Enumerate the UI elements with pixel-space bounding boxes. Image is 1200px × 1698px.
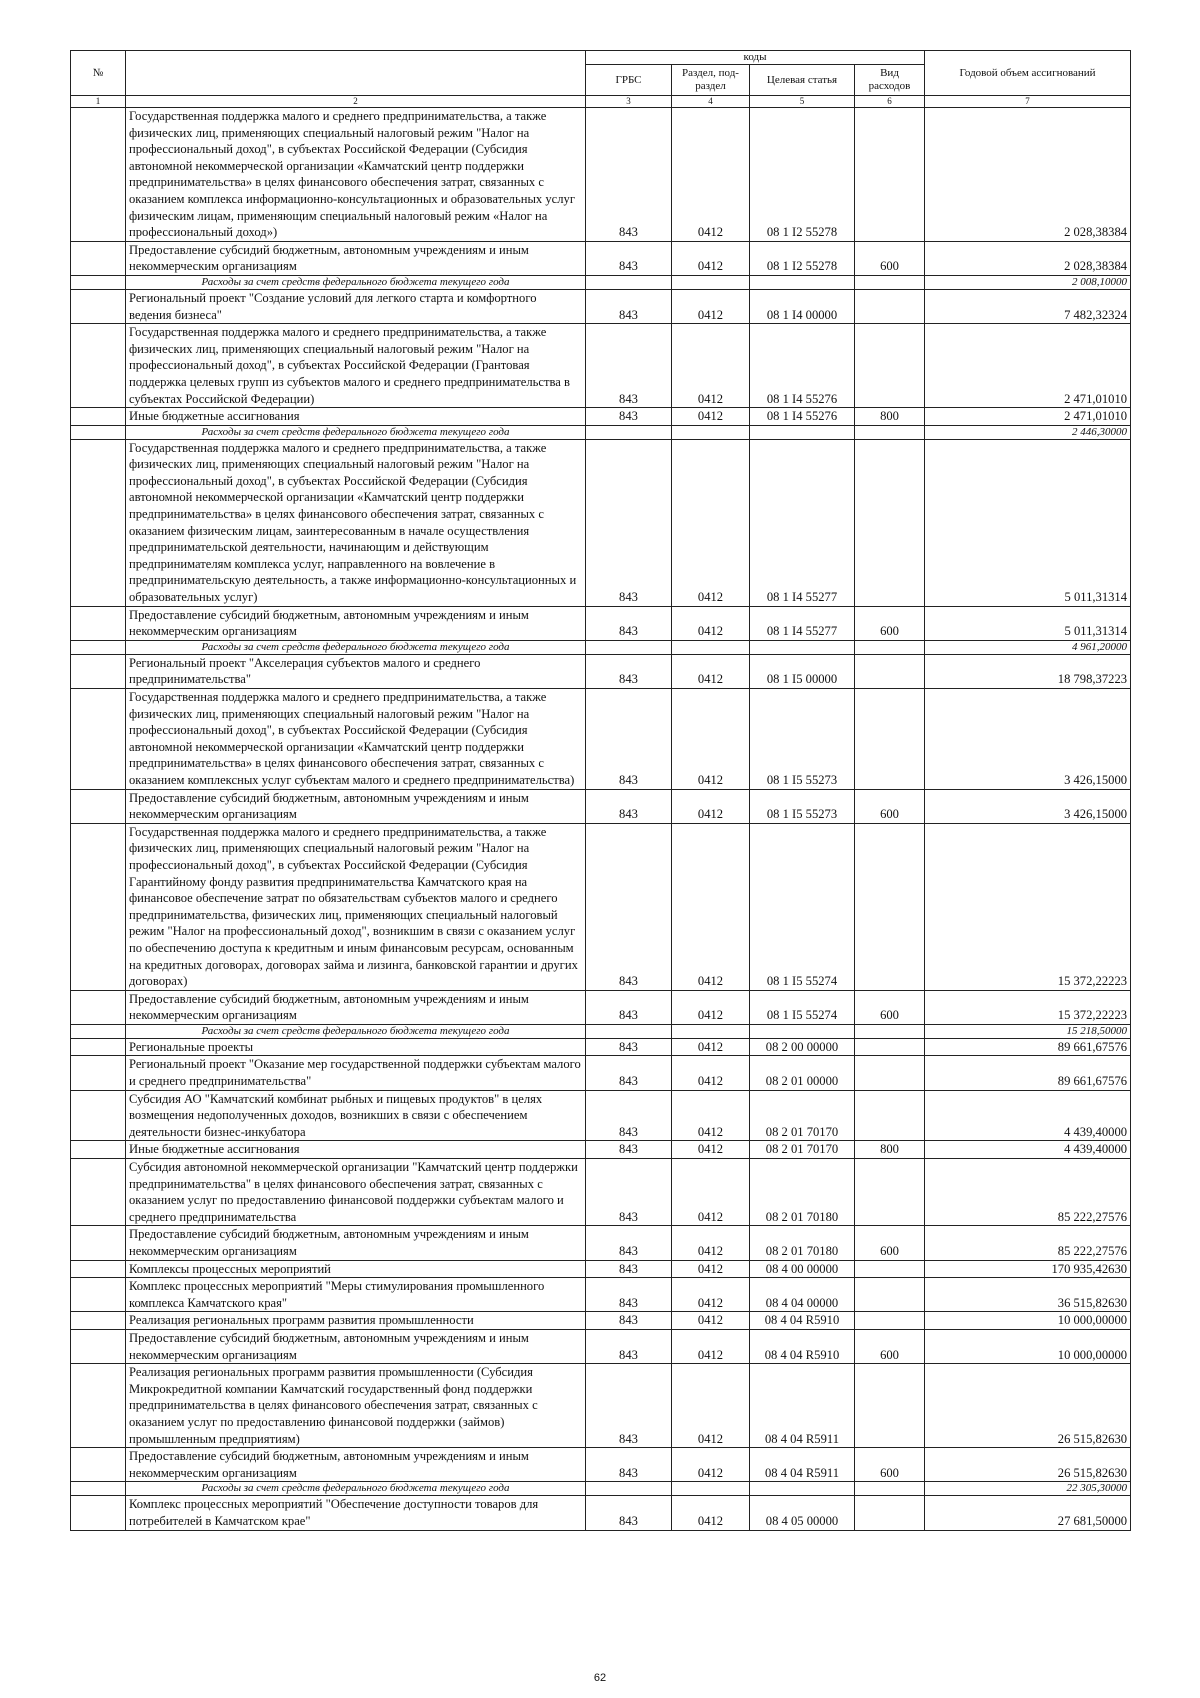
row-section-cell: 0412 xyxy=(672,1159,750,1226)
row-section-cell: 0412 xyxy=(672,1496,750,1530)
row-grbs-cell: 843 xyxy=(586,1056,672,1090)
table-row xyxy=(71,324,1131,408)
row-grbs-cell xyxy=(586,425,672,439)
row-sum-cell: 7 482,32324 xyxy=(925,289,1131,323)
row-sum-cell: 4 439,40000 xyxy=(925,1090,1131,1141)
row-sum-cell: 3 426,15000 xyxy=(925,689,1131,790)
row-name-cell: Предоставление субсидий бюджетным, автономным учреждениям и иным некоммерческим организациям xyxy=(126,1448,586,1482)
table-row xyxy=(71,1260,1131,1278)
row-name-cell: Государственная поддержка малого и среднего предпринимательства, а также физических лиц, применяющих специальный налоговый режим "Налог на профессиональный доход", в субъектах Российской Федерации (Субсидия автономной некоммерческой организации «Камчатский центр поддержки предпринимательства» в целях финансового обеспечения затрат, связанных с оказанием комплекса информационно-консультационных и образовательных услуг физическим лицам, применяющим специальный налоговый режим «Налог на профессиональный доход») xyxy=(126,108,586,242)
row-section-cell xyxy=(672,425,750,439)
row-name-cell: Предоставление субсидий бюджетным, автономным учреждениям и иным некоммерческим организациям xyxy=(126,606,586,640)
row-no-cell xyxy=(71,1141,126,1159)
row-grbs-cell: 843 xyxy=(586,408,672,426)
table-row xyxy=(71,1226,1131,1260)
row-name-cell: Комплексы процессных мероприятий xyxy=(126,1260,586,1278)
table-row xyxy=(71,289,1131,323)
row-name-cell: Государственная поддержка малого и среднего предпринимательства, а также физических лиц, применяющих специальный налоговый режим "Налог на профессиональный доход", в субъектах Российской Федерации (Грантовая поддержка целевых групп из субъектов малого и среднего предпринимательства в субъектах Российской Федерации) xyxy=(126,324,586,408)
table-row xyxy=(71,606,1131,640)
row-no-cell xyxy=(71,1056,126,1090)
row-section-cell xyxy=(672,640,750,654)
table-row xyxy=(71,1482,1131,1496)
index-cell: 7 xyxy=(925,96,1131,108)
row-vid-cell: 600 xyxy=(855,789,925,823)
row-no-cell xyxy=(71,990,126,1024)
header-vid: Вид расходов xyxy=(855,65,925,96)
row-grbs-cell: 843 xyxy=(586,108,672,242)
row-grbs-cell: 843 xyxy=(586,789,672,823)
row-no-cell xyxy=(71,1364,126,1448)
table-row xyxy=(71,408,1131,426)
row-grbs-cell: 843 xyxy=(586,1329,672,1363)
table-row xyxy=(71,1496,1131,1530)
row-section-cell: 0412 xyxy=(672,1312,750,1330)
row-section-cell: 0412 xyxy=(672,108,750,242)
row-grbs-cell: 843 xyxy=(586,1090,672,1141)
row-vid-cell xyxy=(855,108,925,242)
row-target-cell: 08 1 I4 55277 xyxy=(750,606,855,640)
table-row xyxy=(71,439,1131,606)
row-no-cell xyxy=(71,1312,126,1330)
row-no-cell xyxy=(71,289,126,323)
row-sum-cell: 26 515,82630 xyxy=(925,1364,1131,1448)
row-vid-cell xyxy=(855,689,925,790)
budget-table xyxy=(70,50,1131,1531)
table-row xyxy=(71,1448,1131,1482)
row-vid-cell xyxy=(855,289,925,323)
row-sum-cell: 3 426,15000 xyxy=(925,789,1131,823)
row-sum-cell: 18 798,37223 xyxy=(925,654,1131,688)
row-target-cell: 08 1 I4 00000 xyxy=(750,289,855,323)
row-name-cell: Государственная поддержка малого и среднего предпринимательства, а также физических лиц, применяющих специальный налоговый режим "Налог на профессиональный доход", в субъектах Российской Федерации (Субсидия Гарантийному фонду развития предпринимательства Камчатского края на финансовое обеспечение затрат по обязательствам субъектов малого и среднего предпринимательства, физических лиц, применяющих специальный налоговый режим "Налог на профессиональный доход", возникшим в связи с оказанием услуг по обеспечению доступа к кредитным и иным финансовым ресурсам, основанным на кредитных договорах, договорах займа и лизинга, банковской гарантии и других договорах) xyxy=(126,823,586,990)
row-grbs-cell xyxy=(586,640,672,654)
row-grbs-cell: 843 xyxy=(586,1448,672,1482)
row-grbs-cell: 843 xyxy=(586,1260,672,1278)
row-name-cell: Предоставление субсидий бюджетным, автономным учреждениям и иным некоммерческим организациям xyxy=(126,1329,586,1363)
row-sum-cell: 89 661,67576 xyxy=(925,1038,1131,1056)
row-target-cell: 08 1 I4 55277 xyxy=(750,439,855,606)
row-vid-cell: 600 xyxy=(855,241,925,275)
index-cell: 6 xyxy=(855,96,925,108)
row-target-cell: 08 1 I2 55278 xyxy=(750,108,855,242)
row-no-cell xyxy=(71,241,126,275)
row-sum-cell: 89 661,67576 xyxy=(925,1056,1131,1090)
table-row xyxy=(71,1090,1131,1141)
table-row xyxy=(71,1038,1131,1056)
row-vid-cell: 600 xyxy=(855,990,925,1024)
row-sum-cell: 2 471,01010 xyxy=(925,324,1131,408)
row-target-cell: 08 1 I5 55273 xyxy=(750,689,855,790)
table-row xyxy=(71,990,1131,1024)
row-vid-cell: 600 xyxy=(855,606,925,640)
row-grbs-cell: 843 xyxy=(586,1038,672,1056)
row-target-cell: 08 1 I4 55276 xyxy=(750,324,855,408)
row-no-cell xyxy=(71,606,126,640)
row-vid-cell xyxy=(855,275,925,289)
table-row xyxy=(71,1141,1131,1159)
row-no-cell xyxy=(71,1024,126,1038)
row-grbs-cell: 843 xyxy=(586,654,672,688)
row-no-cell xyxy=(71,425,126,439)
row-section-cell: 0412 xyxy=(672,1448,750,1482)
row-no-cell xyxy=(71,275,126,289)
row-section-cell: 0412 xyxy=(672,654,750,688)
row-vid-cell xyxy=(855,1312,925,1330)
row-grbs-cell: 843 xyxy=(586,1312,672,1330)
row-sum-cell: 85 222,27576 xyxy=(925,1226,1131,1260)
header-codes: коды xyxy=(586,51,925,65)
row-vid-cell xyxy=(855,1159,925,1226)
header-volume: Годовой объем ассигнований xyxy=(925,51,1131,96)
table-body xyxy=(71,108,1131,1531)
row-name-cell: Субсидия АО "Камчатский комбинат рыбных и пищевых продуктов" в целях возмещения недополученных доходов, возникших в связи с обеспечением деятельности бизнес-инкубатора xyxy=(126,1090,586,1141)
row-vid-cell xyxy=(855,654,925,688)
table-row xyxy=(71,1024,1131,1038)
table-row xyxy=(71,789,1131,823)
row-grbs-cell: 843 xyxy=(586,1226,672,1260)
header-no: № xyxy=(71,51,126,96)
row-target-cell: 08 4 04 R5911 xyxy=(750,1448,855,1482)
index-cell: 2 xyxy=(126,96,586,108)
row-name-cell: Комплекс процессных мероприятий "Обеспечение доступности товаров для потребителей в Камчатском крае" xyxy=(126,1496,586,1530)
row-grbs-cell xyxy=(586,1482,672,1496)
row-sum-cell: 2 471,01010 xyxy=(925,408,1131,426)
table-row xyxy=(71,823,1131,990)
row-target-cell: 08 1 I5 55274 xyxy=(750,823,855,990)
row-grbs-cell: 843 xyxy=(586,1141,672,1159)
row-name-cell: Иные бюджетные ассигнования xyxy=(126,408,586,426)
row-vid-cell xyxy=(855,1278,925,1312)
row-vid-cell: 600 xyxy=(855,1448,925,1482)
row-target-cell: 08 2 01 70170 xyxy=(750,1141,855,1159)
row-vid-cell xyxy=(855,425,925,439)
table-row xyxy=(71,1312,1131,1330)
row-section-cell: 0412 xyxy=(672,324,750,408)
row-sum-cell: 15 372,22223 xyxy=(925,990,1131,1024)
row-sum-cell: 5 011,31314 xyxy=(925,606,1131,640)
row-section-cell: 0412 xyxy=(672,408,750,426)
row-no-cell xyxy=(71,1482,126,1496)
row-vid-cell: 600 xyxy=(855,1329,925,1363)
row-sum-cell: 15 372,22223 xyxy=(925,823,1131,990)
row-vid-cell: 600 xyxy=(855,1226,925,1260)
row-vid-cell: 800 xyxy=(855,408,925,426)
row-sum-cell: 5 011,31314 xyxy=(925,439,1131,606)
row-name-cell: Предоставление субсидий бюджетным, автономным учреждениям и иным некоммерческим организациям xyxy=(126,1226,586,1260)
row-section-cell xyxy=(672,1024,750,1038)
row-name-cell: Расходы за счет средств федерального бюджета текущего года xyxy=(126,275,586,289)
table-row xyxy=(71,275,1131,289)
row-name-cell: Расходы за счет средств федерального бюджета текущего года xyxy=(126,1024,586,1038)
row-section-cell: 0412 xyxy=(672,789,750,823)
row-target-cell: 08 2 00 00000 xyxy=(750,1038,855,1056)
row-no-cell xyxy=(71,689,126,790)
row-no-cell xyxy=(71,108,126,242)
row-grbs-cell: 843 xyxy=(586,289,672,323)
row-grbs-cell: 843 xyxy=(586,1159,672,1226)
row-grbs-cell: 843 xyxy=(586,324,672,408)
row-name-cell: Предоставление субсидий бюджетным, автономным учреждениям и иным некоммерческим организациям xyxy=(126,990,586,1024)
row-sum-cell: 26 515,82630 xyxy=(925,1448,1131,1482)
row-no-cell xyxy=(71,789,126,823)
row-sum-cell: 2 446,30000 xyxy=(925,425,1131,439)
row-no-cell xyxy=(71,1038,126,1056)
row-target-cell: 08 1 I2 55278 xyxy=(750,241,855,275)
row-target-cell: 08 1 I5 00000 xyxy=(750,654,855,688)
row-section-cell: 0412 xyxy=(672,1056,750,1090)
row-vid-cell xyxy=(855,439,925,606)
row-section-cell: 0412 xyxy=(672,1090,750,1141)
row-name-cell: Реализация региональных программ развития промышленности (Субсидия Микрокредитной компании Камчатский государственный фонд поддержки предпринимательства в целях финансового обеспечения затрат, связанных с оказанием услуг по предоставлению финансовой поддержки (займов) промышленным предприятиям) xyxy=(126,1364,586,1448)
row-target-cell: 08 4 04 R5910 xyxy=(750,1329,855,1363)
row-sum-cell: 36 515,82630 xyxy=(925,1278,1131,1312)
row-target-cell: 08 2 01 70180 xyxy=(750,1226,855,1260)
row-section-cell: 0412 xyxy=(672,606,750,640)
row-name-cell: Предоставление субсидий бюджетным, автономным учреждениям и иным некоммерческим организациям xyxy=(126,241,586,275)
row-sum-cell: 4 961,20000 xyxy=(925,640,1131,654)
header-target: Целевая статья xyxy=(750,65,855,96)
table-row xyxy=(71,1364,1131,1448)
row-section-cell: 0412 xyxy=(672,823,750,990)
row-section-cell: 0412 xyxy=(672,439,750,606)
row-no-cell xyxy=(71,1448,126,1482)
row-section-cell xyxy=(672,1482,750,1496)
row-vid-cell xyxy=(855,1056,925,1090)
table-row xyxy=(71,108,1131,242)
row-section-cell xyxy=(672,275,750,289)
row-grbs-cell: 843 xyxy=(586,241,672,275)
row-name-cell: Региональный проект "Создание условий для легкого старта и комфортного ведения бизнеса" xyxy=(126,289,586,323)
row-vid-cell xyxy=(855,1090,925,1141)
row-section-cell: 0412 xyxy=(672,1141,750,1159)
page-number: 62 xyxy=(593,1672,607,1684)
header-section: Раздел, под-раздел xyxy=(672,65,750,96)
row-name-cell: Иные бюджетные ассигнования xyxy=(126,1141,586,1159)
row-sum-cell: 2 008,10000 xyxy=(925,275,1131,289)
row-no-cell xyxy=(71,1496,126,1530)
row-section-cell: 0412 xyxy=(672,1278,750,1312)
row-target-cell: 08 2 01 00000 xyxy=(750,1056,855,1090)
row-no-cell xyxy=(71,324,126,408)
row-sum-cell: 10 000,00000 xyxy=(925,1329,1131,1363)
row-section-cell: 0412 xyxy=(672,990,750,1024)
row-name-cell: Расходы за счет средств федерального бюджета текущего года xyxy=(126,425,586,439)
row-target-cell: 08 4 04 R5911 xyxy=(750,1364,855,1448)
row-name-cell: Государственная поддержка малого и среднего предпринимательства, а также физических лиц, применяющих специальный налоговый режим "Налог на профессиональный доход", в субъектах Российской Федерации (Субсидия автономной некоммерческой организации «Камчатский центр поддержки предпринимательства» в целях финансового обеспечения затрат, связанных с оказанием физическим лицам, заинтересованным в начале осуществления предпринимательской деятельности, начинающим и действующим предпринимателям комплекса услуг, направленного на вовлечение в предпринимательскую деятельность, а также информационно-консультационных и образовательных услуг) xyxy=(126,439,586,606)
header-grbs: ГРБС xyxy=(586,65,672,96)
row-target-cell xyxy=(750,1024,855,1038)
row-target-cell xyxy=(750,275,855,289)
row-section-cell: 0412 xyxy=(672,1226,750,1260)
row-sum-cell: 10 000,00000 xyxy=(925,1312,1131,1330)
index-cell: 4 xyxy=(672,96,750,108)
row-name-cell: Предоставление субсидий бюджетным, автономным учреждениям и иным некоммерческим организациям xyxy=(126,789,586,823)
row-grbs-cell: 843 xyxy=(586,1278,672,1312)
row-sum-cell: 22 305,30000 xyxy=(925,1482,1131,1496)
row-grbs-cell: 843 xyxy=(586,439,672,606)
row-name-cell: Расходы за счет средств федерального бюджета текущего года xyxy=(126,1482,586,1496)
row-name-cell: Комплекс процессных мероприятий "Меры стимулирования промышленного комплекса Камчатского края" xyxy=(126,1278,586,1312)
row-no-cell xyxy=(71,1260,126,1278)
table-row xyxy=(71,654,1131,688)
row-sum-cell: 2 028,38384 xyxy=(925,241,1131,275)
table-row xyxy=(71,689,1131,790)
row-grbs-cell: 843 xyxy=(586,823,672,990)
row-target-cell xyxy=(750,640,855,654)
row-sum-cell: 2 028,38384 xyxy=(925,108,1131,242)
row-target-cell: 08 4 05 00000 xyxy=(750,1496,855,1530)
row-name-cell: Расходы за счет средств федерального бюджета текущего года xyxy=(126,640,586,654)
row-grbs-cell: 843 xyxy=(586,1364,672,1448)
row-section-cell: 0412 xyxy=(672,1260,750,1278)
header-name xyxy=(126,51,586,96)
row-no-cell xyxy=(71,1159,126,1226)
row-vid-cell xyxy=(855,1482,925,1496)
index-cell: 1 xyxy=(71,96,126,108)
row-section-cell: 0412 xyxy=(672,1038,750,1056)
table-row xyxy=(71,425,1131,439)
row-target-cell: 08 4 04 R5910 xyxy=(750,1312,855,1330)
table-row xyxy=(71,1056,1131,1090)
row-grbs-cell: 843 xyxy=(586,689,672,790)
row-vid-cell xyxy=(855,1260,925,1278)
row-grbs-cell: 843 xyxy=(586,606,672,640)
row-vid-cell xyxy=(855,823,925,990)
table-row xyxy=(71,1329,1131,1363)
row-target-cell: 08 4 04 00000 xyxy=(750,1278,855,1312)
row-vid-cell xyxy=(855,1364,925,1448)
row-vid-cell xyxy=(855,1038,925,1056)
row-target-cell: 08 1 I4 55276 xyxy=(750,408,855,426)
row-target-cell xyxy=(750,1482,855,1496)
row-name-cell: Государственная поддержка малого и среднего предпринимательства, а также физических лиц, применяющих специальный налоговый режим "Налог на профессиональный доход", в субъектах Российской Федерации (Субсидия автономной некоммерческой организации «Камчатский центр поддержки предпринимательства» в целях финансового обеспечения затрат, связанных с оказанием комплексных услуг субъектам малого и среднего предпринимательства) xyxy=(126,689,586,790)
row-target-cell xyxy=(750,425,855,439)
row-target-cell: 08 4 00 00000 xyxy=(750,1260,855,1278)
table-row xyxy=(71,1278,1131,1312)
row-vid-cell xyxy=(855,324,925,408)
row-target-cell: 08 1 I5 55274 xyxy=(750,990,855,1024)
row-sum-cell: 27 681,50000 xyxy=(925,1496,1131,1530)
row-no-cell xyxy=(71,1329,126,1363)
row-sum-cell: 15 218,50000 xyxy=(925,1024,1131,1038)
index-cell: 5 xyxy=(750,96,855,108)
row-vid-cell xyxy=(855,640,925,654)
row-target-cell: 08 2 01 70170 xyxy=(750,1090,855,1141)
row-grbs-cell: 843 xyxy=(586,990,672,1024)
table-row xyxy=(71,640,1131,654)
row-no-cell xyxy=(71,823,126,990)
row-section-cell: 0412 xyxy=(672,289,750,323)
row-no-cell xyxy=(71,1226,126,1260)
row-no-cell xyxy=(71,1278,126,1312)
row-name-cell: Субсидия автономной некоммерческой организации "Камчатский центр поддержки предпринимательства" в целях финансового обеспечения затрат, связанных с оказанием услуг по предоставлению финансовой поддержки субъектам малого и среднего предпринимательства xyxy=(126,1159,586,1226)
index-cell: 3 xyxy=(586,96,672,108)
row-name-cell: Региональный проект "Оказание мер государственной поддержки субъектам малого и среднего предпринимательства" xyxy=(126,1056,586,1090)
row-section-cell: 0412 xyxy=(672,1329,750,1363)
row-no-cell xyxy=(71,654,126,688)
row-sum-cell: 85 222,27576 xyxy=(925,1159,1131,1226)
row-section-cell: 0412 xyxy=(672,1364,750,1448)
row-name-cell: Региональный проект "Акселерация субъектов малого и среднего предпринимательства" xyxy=(126,654,586,688)
row-grbs-cell xyxy=(586,275,672,289)
table-row xyxy=(71,241,1131,275)
row-sum-cell: 170 935,42630 xyxy=(925,1260,1131,1278)
row-name-cell: Региональные проекты xyxy=(126,1038,586,1056)
row-name-cell: Реализация региональных программ развития промышленности xyxy=(126,1312,586,1330)
row-no-cell xyxy=(71,439,126,606)
table-row xyxy=(71,1159,1131,1226)
row-target-cell: 08 2 01 70180 xyxy=(750,1159,855,1226)
row-grbs-cell xyxy=(586,1024,672,1038)
row-no-cell xyxy=(71,640,126,654)
budget-table-page xyxy=(70,50,1130,1531)
row-section-cell: 0412 xyxy=(672,689,750,790)
row-no-cell xyxy=(71,1090,126,1141)
row-target-cell: 08 1 I5 55273 xyxy=(750,789,855,823)
row-no-cell xyxy=(71,408,126,426)
row-vid-cell: 800 xyxy=(855,1141,925,1159)
row-vid-cell xyxy=(855,1496,925,1530)
row-grbs-cell: 843 xyxy=(586,1496,672,1530)
row-vid-cell xyxy=(855,1024,925,1038)
row-section-cell: 0412 xyxy=(672,241,750,275)
row-sum-cell: 4 439,40000 xyxy=(925,1141,1131,1159)
